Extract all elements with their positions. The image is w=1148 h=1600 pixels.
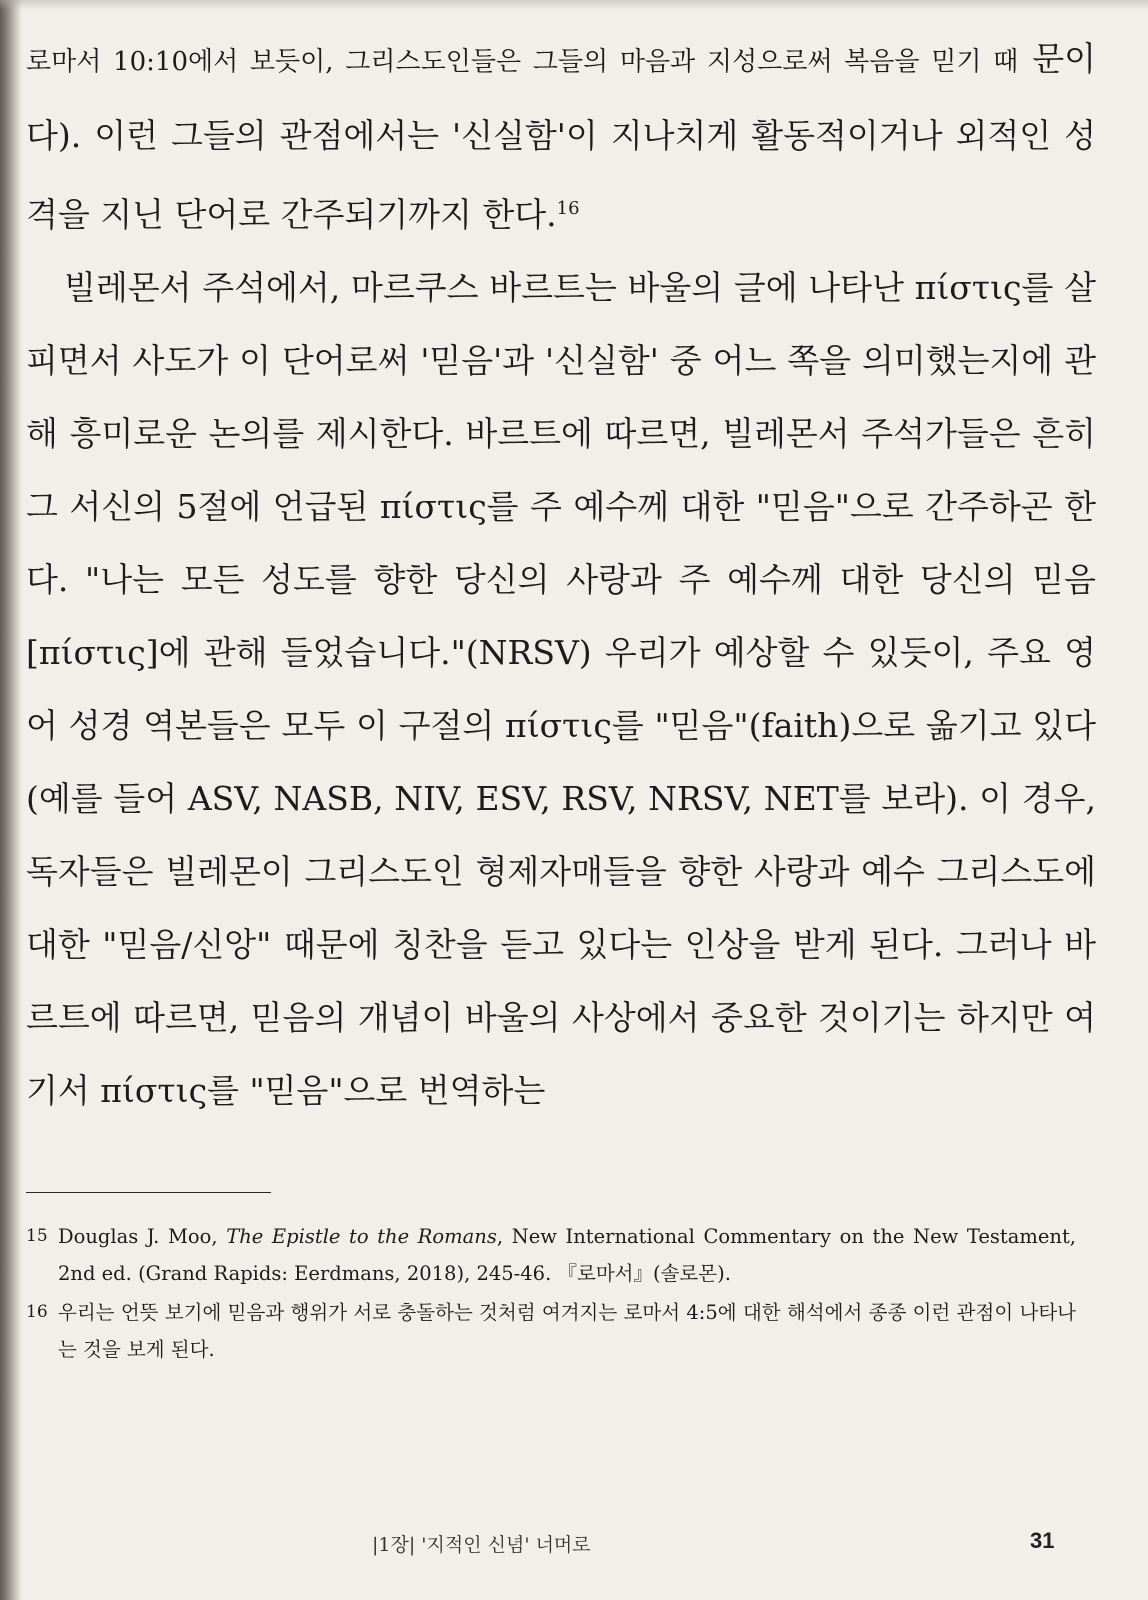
chapter-title: |1장| '지적인 신념' 너머로: [372, 1534, 591, 1556]
footnote-number: 16: [26, 1302, 48, 1322]
page-number: 31: [1030, 1528, 1055, 1553]
paragraph-1-first-line: 로마서 10:10에서 보듯이, 그리스도인들은 그들의 마음과 지성으로써 복음을 믿기 때: [26, 47, 1019, 77]
paragraph-2: 빌레몬서 주석에서, 마르쿠스 바르트는 바울의 글에 나타난 πίστις를 살피면서 사도가 이 단어로써 '믿음'과 '신실함' 중 어느 쪽을 의미했는지에 관해 흥미로운 논의를 제시한다. 바르트에 따르면, 빌레몬서 주석가들은 흔히 그 서신의 5절에 언급된 πίστις를 주 예수께 대한 "믿음"으로 간주하곤 한다. "나는 모든 성도를 향한 당신의 사랑과 주 예수께 대한 당신의 믿음[πίστις]에 관해 들었습니다."(NRSV) 우리가 예상할 수 있듯이, 주요 영어 성경 역본들은 모두 이 구절의 πίστις를 "믿음"(faith)으로 옮기고 있다(예를 들어 ASV, NASB, NIV, ESV, RSV, NRSV, NET를 보라). 이 경우, 독자들은 빌레몬이 그리스도인 형제자매들을 향한 사랑과 예수 그리스도에 대한 "믿음/신앙" 때문에 칭찬을 듣고 있다는 인상을 받게 된다. 그러나 바르트에 따르면, 믿음의 개념이 바울의 사상에서 중요한 것이기는 하지만 여기서 πίστις를 "믿음"으로 번역하는: [26, 268, 1097, 1110]
footnote-divider: [26, 1192, 271, 1193]
footnote-number: 15: [26, 1226, 48, 1246]
book-gutter-shadow: [0, 0, 22, 1600]
page-top-shadow: [0, 0, 1148, 10]
footnote-citation: , New International Commentary on the New Testament, 2nd ed. (Grand Rapids: Eerdmans, 2018), 245-46. 『로마서』(솔로몬).: [58, 1225, 1077, 1285]
main-text: [26, 22, 1096, 1127]
footnote-ref-16: 16: [556, 198, 580, 219]
paragraph-1: [26, 22, 1096, 251]
footnote-book-title: The Epistle to the Romans: [226, 1225, 497, 1248]
footnote-author: Douglas J. Moo,: [58, 1225, 227, 1248]
running-footer: [0, 1530, 1148, 1562]
paragraph-1-rest: 문이다). 이런 그들의 관점에서는 '신실함'이 지나치게 활동적이거나 외적인 성격을 지닌 단어로 간주되기까지 한다.: [26, 39, 1096, 234]
footnote-16: [26, 1294, 1076, 1368]
footnote-text: 우리는 언뜻 보기에 믿음과 행위가 서로 충돌하는 것처럼 여겨지는 로마서 4:5에 대한 해석에서 종종 이런 관점이 나타나는 것을 보게 된다.: [58, 1301, 1076, 1361]
footnotes: [26, 1218, 1076, 1370]
footnote-15: [26, 1218, 1076, 1292]
